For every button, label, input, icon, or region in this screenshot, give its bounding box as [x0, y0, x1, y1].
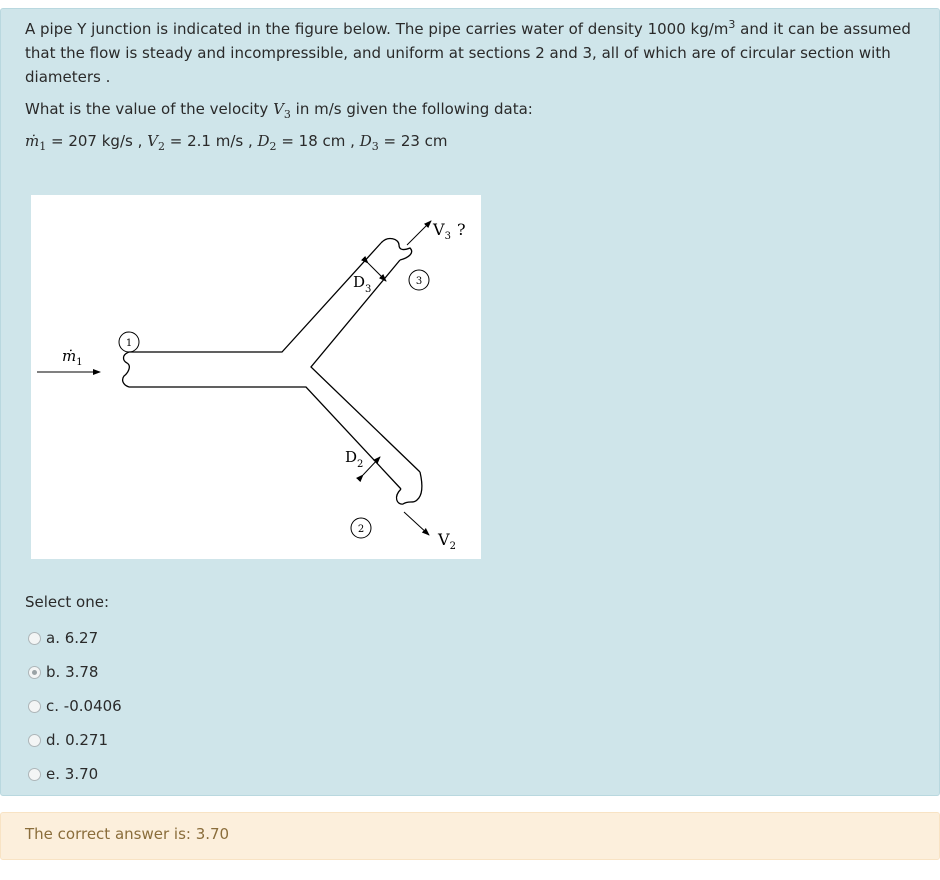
option-e-letter: e. [46, 765, 60, 783]
option-e-radio[interactable] [28, 768, 41, 781]
option-a-radio[interactable] [28, 632, 41, 645]
question-line-2 [25, 97, 925, 121]
pipe-junction-svg [31, 195, 481, 559]
question-line-1 [25, 17, 925, 89]
option-c-value: -0.0406 [63, 697, 122, 715]
diagram-v3-sub: 3 [444, 231, 451, 242]
diagram-v2-label [437, 530, 456, 552]
pipe-outline [123, 239, 422, 505]
option-d-radio[interactable] [28, 734, 41, 747]
v2-value: = 2.1 m/s , [164, 132, 253, 150]
mdot-value: = 207 kg/s , [46, 132, 143, 150]
velocity-v3-symbol [273, 100, 291, 121]
diagram-v2-sub: 2 [449, 541, 456, 552]
option-a[interactable] [28, 621, 122, 655]
option-d-letter: d. [46, 731, 61, 749]
correct-answer-text: The correct answer is: 3.70 [25, 825, 230, 843]
diagram-v3-letter: V [433, 220, 445, 239]
mdot-label: ṁ [25, 132, 40, 150]
question-line-2-prefix: What is the value of the velocity [25, 100, 274, 118]
v3-var-sub: 3 [283, 108, 291, 121]
option-c[interactable] [28, 689, 122, 723]
v2-label: V [147, 132, 158, 150]
option-b-letter: b. [46, 663, 61, 681]
pipe-lower-edge [129, 387, 401, 489]
option-b-radio[interactable] [28, 666, 41, 679]
v2-symbol [147, 132, 165, 153]
feedback-box [0, 812, 940, 860]
diagram-d3-label [353, 273, 371, 295]
density-exponent: 3 [728, 18, 736, 31]
pipe-upper-edge [129, 243, 381, 352]
diagram-mdot-letter: ṁ [62, 347, 77, 365]
diagram-d3-sub: 3 [365, 284, 372, 295]
section-3-number: 3 [415, 276, 423, 287]
diagram-v3-question: ? [456, 220, 466, 239]
pipe-outlet-3-end [381, 239, 412, 260]
diagram-d2-sub: 2 [357, 459, 364, 470]
question-line-1-prefix: A pipe Y junction is indicated in the figure below. The pipe carries water of density 1000 kg/m [25, 20, 729, 38]
diagram-mdot-sub: 1 [76, 357, 83, 368]
d2-symbol [257, 132, 277, 153]
pipe-inlet-end [123, 352, 130, 387]
section-markers [119, 270, 429, 538]
question-data-line [25, 129, 925, 153]
question-line-2-suffix: in m/s given the following data: [290, 100, 533, 118]
option-b[interactable] [28, 655, 122, 689]
v2-arrow [404, 512, 429, 535]
option-a-value: 6.27 [64, 629, 99, 647]
diagram-d2-letter: D [345, 448, 358, 466]
answer-options [28, 621, 122, 791]
pipe-junction-diagram [31, 195, 481, 559]
d3-sub: 3 [371, 140, 379, 153]
v3-var: V [273, 100, 284, 118]
d3-value: = 23 cm [378, 132, 448, 150]
diagram-d3-letter: D [353, 273, 366, 291]
option-d[interactable] [28, 723, 122, 757]
d2-label: D [257, 132, 270, 150]
d2-sub: 2 [269, 140, 277, 153]
option-e[interactable] [28, 757, 122, 791]
mdot-symbol [25, 132, 47, 153]
option-d-value: 0.271 [65, 731, 109, 749]
question-box [0, 8, 940, 796]
d3-dimension-line [368, 263, 386, 281]
d3-symbol [359, 132, 379, 153]
option-c-radio[interactable] [28, 700, 41, 713]
d2-dimension-line [363, 457, 380, 475]
option-c-letter: c. [46, 697, 60, 715]
diagram-v3-label [432, 220, 466, 242]
question-text [25, 17, 925, 161]
diagram-mdot-label [62, 347, 83, 368]
section-1-number: 1 [125, 338, 133, 349]
d2-value: = 18 cm , [276, 132, 355, 150]
select-one-label: Select one: [25, 593, 110, 611]
v3-arrow [407, 221, 431, 245]
diagram-v2-letter: V [438, 530, 450, 549]
question-line-1-suffix: and it can be assumed that the flow is steady and incompressible, and uniform at sections 2 and 3, all of which are of circular section with diameters . [25, 20, 911, 86]
option-e-value: 3.70 [64, 765, 99, 783]
diagram-d2-label [345, 448, 363, 470]
option-b-value: 3.78 [65, 663, 99, 681]
mdot-sub: 1 [39, 140, 47, 153]
d3-label: D [359, 132, 372, 150]
option-a-letter: a. [46, 629, 60, 647]
v2-sub: 2 [157, 140, 165, 153]
section-2-number: 2 [357, 524, 365, 535]
